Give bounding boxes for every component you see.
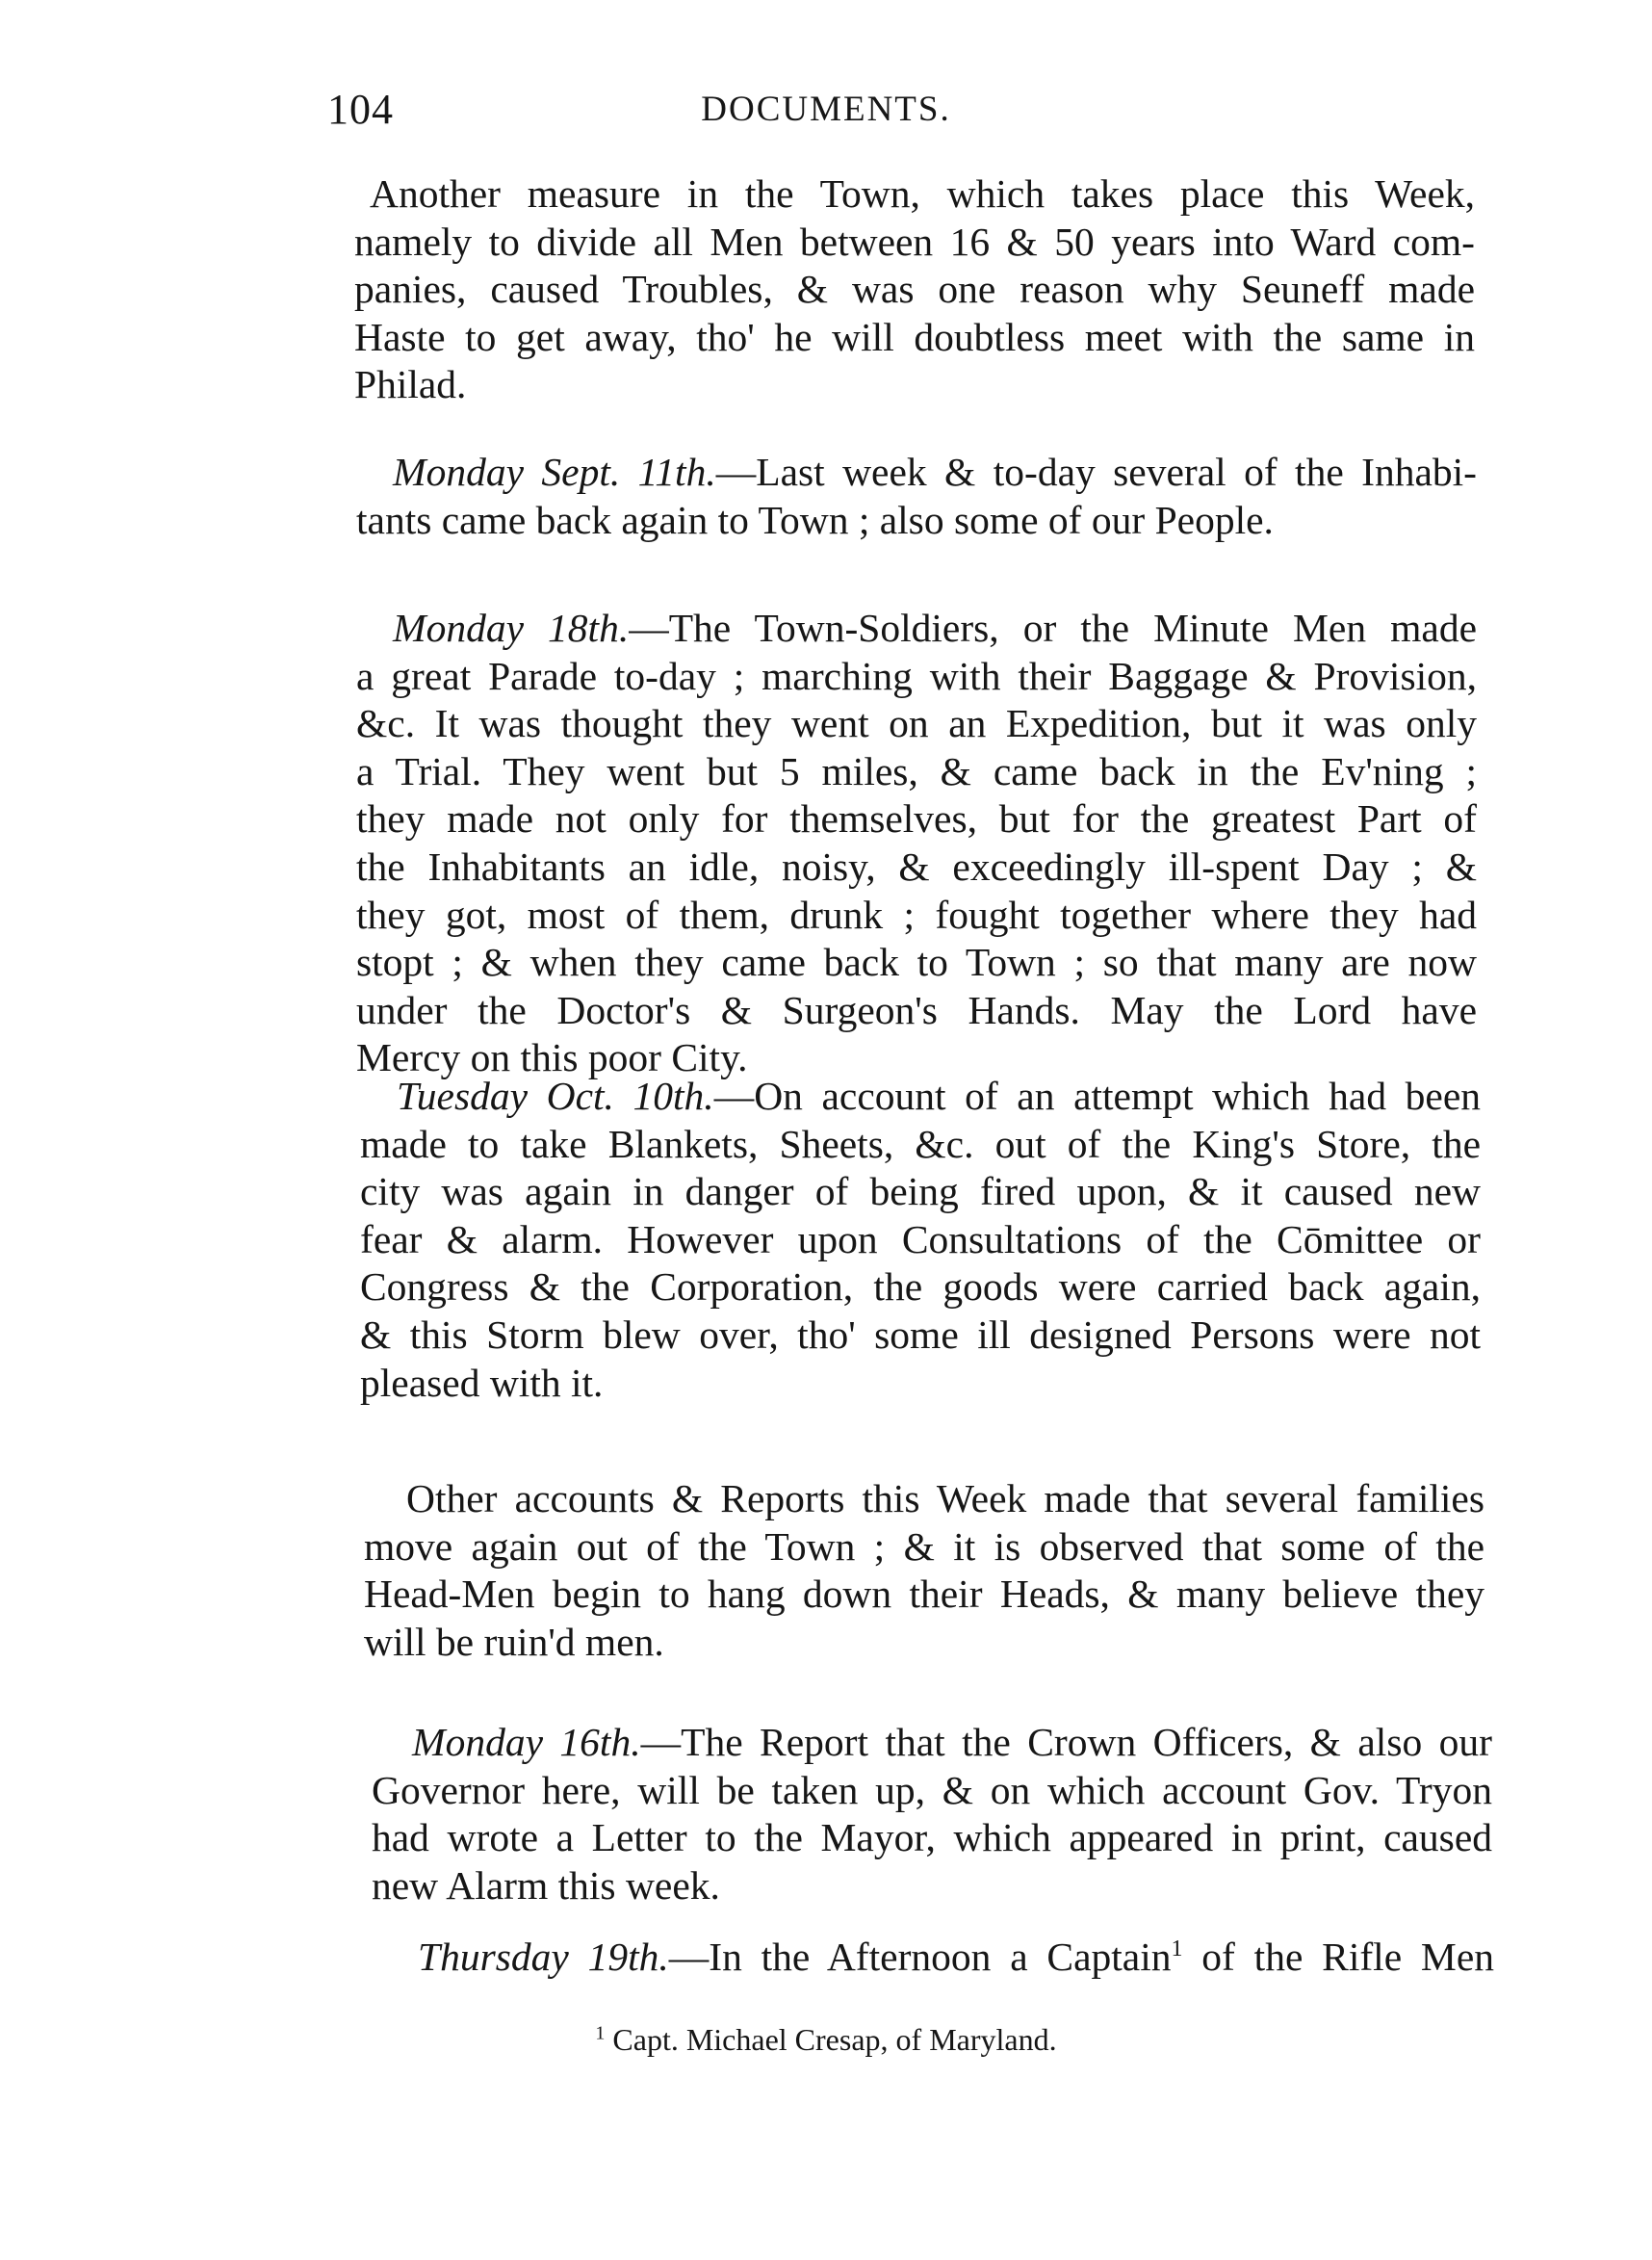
- text-line: a great Parade to-day ; marching with their Baggage & Provision,: [356, 653, 1477, 698]
- text-line: Haste to get away, tho' he will doubtless meet with the same in: [354, 314, 1475, 359]
- footnote: [0, 2022, 1652, 2058]
- paragraph-ward-companies: [354, 170, 1475, 409]
- paragraph-other-accounts: [364, 1475, 1484, 1666]
- entry-text: —Last week & to-day several of the Inhabi-: [715, 450, 1478, 494]
- text-line: they made not only for themselves, but for the greatest Part of: [356, 796, 1477, 842]
- text-line: Governor here, will be taken up, & on which account Gov. Tryon: [372, 1767, 1492, 1812]
- text-line: pleased with it.: [360, 1360, 604, 1405]
- text-line: new Alarm this week.: [372, 1862, 720, 1908]
- footnote-text: Capt. Michael Cresap, of Maryland.: [612, 2022, 1057, 2057]
- entry-date: Monday 18th.: [393, 606, 630, 650]
- text-line: Another measure in the Town, which takes place this Week,: [370, 171, 1475, 216]
- entry-date: Tuesday Oct. 10th.: [397, 1074, 714, 1118]
- entry-date: Thursday 19th.: [418, 1935, 669, 1979]
- text-line: had wrote a Letter to the Mayor, which appeared in print, caused: [372, 1815, 1492, 1860]
- text-line: Head-Men begin to hang down their Heads, & many believe they: [364, 1572, 1484, 1617]
- text-line: [372, 1719, 1492, 1767]
- entry-text: —The Town-Soldiers, or the Minute Men made: [629, 606, 1477, 650]
- entry-text: —On account of an attempt which had been: [713, 1074, 1482, 1118]
- text-line: Mercy on this poor City.: [356, 1035, 748, 1080]
- text-line: the Inhabitants an idle, noisy, & exceedingly ill-spent Day ; &: [356, 844, 1477, 889]
- entry-text: —In the Afternoon a Captain: [668, 1935, 1172, 1979]
- text-line: stopt ; & when they came back to Town ; so that many are now: [356, 940, 1477, 985]
- text-line: panies, caused Troubles, & was one reason why Seuneff made: [354, 267, 1475, 312]
- text-line: Other accounts & Reports this Week made that several families: [406, 1476, 1484, 1520]
- entry-date: Monday Sept. 11th.: [393, 450, 716, 494]
- entry-text: —The Report that the Crown Officers, & also our: [640, 1720, 1492, 1764]
- text-line: city was again in danger of being fired upon, & it caused new: [360, 1169, 1481, 1214]
- text-line: move again out of the Town ; & it is observed that some of the: [364, 1523, 1484, 1569]
- text-line: &c. It was thought they went on an Expedition, but it was only: [356, 701, 1477, 746]
- entry-monday-16: [372, 1719, 1492, 1909]
- text-line: [360, 1073, 1481, 1121]
- entry-tuesday-oct-10: [360, 1073, 1481, 1407]
- text-line: & this Storm blew over, tho' some ill designed Persons were not: [360, 1312, 1481, 1357]
- running-head: DOCUMENTS.: [701, 90, 951, 129]
- page-number: 104: [327, 86, 394, 133]
- entry-thursday-19: [374, 1934, 1494, 1982]
- entry-date: Monday 16th.: [412, 1720, 641, 1764]
- text-line: [356, 449, 1477, 497]
- text-line: fear & alarm. However upon Consultations of the Cōmittee or: [360, 1216, 1481, 1261]
- footnote-reference: 1: [1171, 1936, 1183, 1962]
- footnote-marker: 1: [595, 2022, 606, 2044]
- text-line: a Trial. They went but 5 miles, & came back in the Ev'ning ;: [356, 748, 1477, 793]
- text-line: Congress & the Corporation, the goods were carried back again,: [360, 1264, 1481, 1310]
- text-line: [356, 605, 1477, 653]
- entry-monday-18: [356, 605, 1477, 1082]
- text-line: made to take Blankets, Sheets, &c. out of the King's Store, the: [360, 1121, 1481, 1166]
- text-line: [374, 1934, 1494, 1982]
- entry-text: of the Rifle Men: [1182, 1935, 1494, 1979]
- text-line: will be ruin'd men.: [364, 1619, 664, 1664]
- text-line: tants came back again to Town ; also some of our People.: [356, 497, 1274, 542]
- text-line: under the Doctor's & Surgeon's Hands. May the Lord have: [356, 987, 1477, 1032]
- text-line: namely to divide all Men between 16 & 50 years into Ward com-: [354, 219, 1475, 264]
- text-line: Philad.: [354, 362, 467, 407]
- entry-monday-sept-11: [356, 449, 1477, 544]
- text-line: they got, most of them, drunk ; fought together where they had: [356, 892, 1477, 937]
